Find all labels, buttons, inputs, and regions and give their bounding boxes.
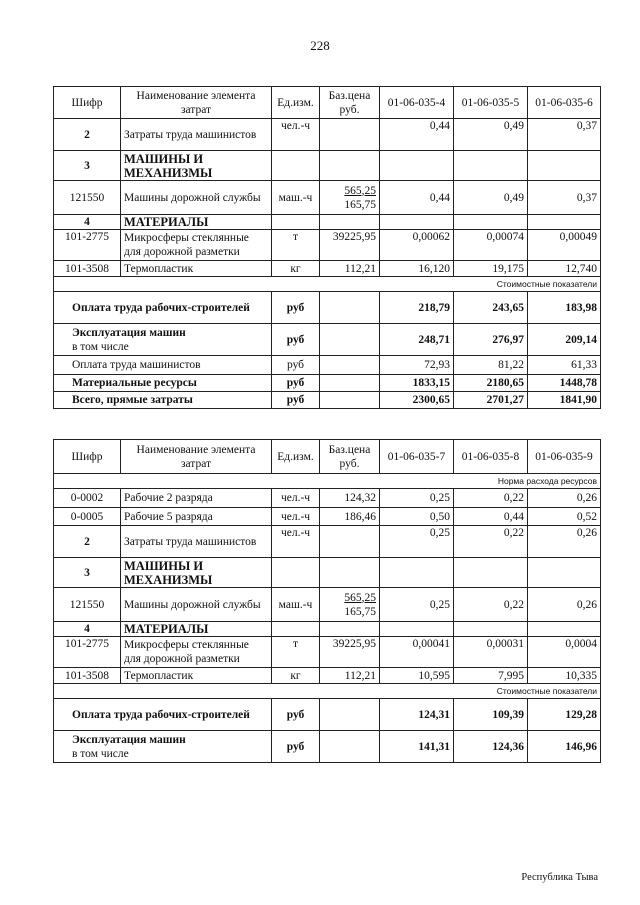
row-code: 101-2775 [54, 230, 121, 261]
total-value: 81,22 [454, 356, 528, 375]
row-value: 0,52 [528, 508, 601, 526]
table-row [54, 181, 601, 215]
row-name: Затраты труда машинистов [121, 526, 272, 558]
total-unit: руб [272, 392, 320, 409]
header-unit: Ед.изм. [272, 87, 320, 119]
header-column: 01-06-035-9 [528, 440, 601, 474]
norm-label: Норма расхода ресурсов [54, 474, 601, 489]
price-primary: 565,25 [344, 591, 376, 604]
section-code: 3 [54, 558, 121, 588]
row-unit: чел.-ч [272, 526, 320, 558]
section-title: МАТЕРИАЛЫ [121, 622, 272, 637]
section-title: МАШИНЫ И МЕХАНИЗМЫ [121, 151, 272, 181]
total-name: Эксплуатация машин в том числе [54, 731, 272, 763]
total-value: 72,93 [380, 356, 454, 375]
cost-separator-row [54, 684, 601, 699]
row-price [320, 181, 380, 215]
total-value: 1448,78 [528, 375, 601, 392]
row-name: Машины дорожной службы [121, 181, 272, 215]
row-price: 39225,95 [320, 230, 380, 261]
row-code: 101-2775 [54, 637, 121, 668]
total-name: Эксплуатация машин в том числе [54, 324, 272, 356]
row-unit: чел.-ч [272, 119, 320, 151]
row-value: 0,22 [454, 489, 528, 508]
total-row [54, 392, 601, 409]
total-value: 209,14 [528, 324, 601, 356]
section-row-materials [54, 622, 601, 637]
footer-region: Республика Тыва [521, 872, 598, 883]
price-primary: 565,25 [344, 184, 376, 197]
row-code: 101-3508 [54, 668, 121, 684]
cost-separator-row [54, 277, 601, 292]
cost-label: Стоимостные показатели [54, 277, 601, 292]
total-value: 141,31 [380, 731, 454, 763]
total-unit: руб [272, 375, 320, 392]
row-value: 0,25 [380, 489, 454, 508]
row-code: 0-0005 [54, 508, 121, 526]
row-code: 0-0002 [54, 489, 121, 508]
section-title: МАТЕРИАЛЫ [121, 215, 272, 230]
section-code: 3 [54, 151, 121, 181]
row-code: 121550 [54, 181, 121, 215]
price-secondary: 165,75 [344, 198, 376, 211]
row-value: 0,00031 [454, 637, 528, 668]
row-price: 124,32 [320, 489, 380, 508]
header-name: Наименование элемента затрат [121, 440, 272, 474]
total-unit: руб [272, 731, 320, 763]
total-name: Оплата труда рабочих-строителей [54, 292, 272, 324]
total-value: 124,36 [454, 731, 528, 763]
row-price: 39225,95 [320, 637, 380, 668]
row-value: 0,00049 [528, 230, 601, 261]
total-unit: руб [272, 356, 320, 375]
total-name: Оплата труда рабочих-строителей [54, 699, 272, 731]
row-name: Микросферы стеклянные для дорожной разметки [121, 637, 272, 668]
total-value: 2300,65 [380, 392, 454, 409]
row-name: Микросферы стеклянные для дорожной разметки [121, 230, 272, 261]
row-price: 186,46 [320, 508, 380, 526]
row-value: 0,25 [380, 526, 454, 558]
header-code: Шифр [54, 440, 121, 474]
page-number: 228 [310, 38, 330, 53]
row-value: 16,120 [380, 261, 454, 277]
section-row-machines [54, 151, 601, 181]
header-column: 01-06-035-4 [380, 87, 454, 119]
total-value: 109,39 [454, 699, 528, 731]
header-code: Шифр [54, 87, 121, 119]
total-row [54, 731, 601, 763]
row-unit: маш.-ч [272, 588, 320, 622]
row-value: 12,740 [528, 261, 601, 277]
total-value: 61,33 [528, 356, 601, 375]
row-value: 0,26 [528, 489, 601, 508]
total-row [54, 356, 601, 375]
row-price: 112,21 [320, 261, 380, 277]
row-value: 0,25 [380, 588, 454, 622]
cost-label: Стоимостные показатели [54, 684, 601, 699]
row-unit: чел.-ч [272, 508, 320, 526]
row-value: 0,49 [454, 119, 528, 151]
header-column: 01-06-035-8 [454, 440, 528, 474]
table-row [54, 489, 601, 508]
table-row [54, 668, 601, 684]
total-value: 1833,15 [380, 375, 454, 392]
row-name: Затраты труда машинистов [121, 119, 272, 151]
row-value: 0,50 [380, 508, 454, 526]
row-unit: маш.-ч [272, 181, 320, 215]
row-unit: кг [272, 668, 320, 684]
row-value: 0,22 [454, 526, 528, 558]
row-value: 10,595 [380, 668, 454, 684]
total-unit: руб [272, 292, 320, 324]
total-value: 146,96 [528, 731, 601, 763]
cost-table-2 [53, 439, 601, 763]
total-value: 276,97 [454, 324, 528, 356]
row-value: 0,00074 [454, 230, 528, 261]
row-name: Рабочие 5 разряда [121, 508, 272, 526]
section-row-machines [54, 558, 601, 588]
total-row [54, 324, 601, 356]
row-value: 0,37 [528, 181, 601, 215]
row-price [320, 526, 380, 558]
total-value: 218,79 [380, 292, 454, 324]
section-row-materials [54, 215, 601, 230]
table-header-row [54, 440, 601, 474]
total-value: 248,71 [380, 324, 454, 356]
row-value: 0,00062 [380, 230, 454, 261]
row-code: 2 [54, 119, 121, 151]
section-code: 4 [54, 215, 121, 230]
row-value: 10,335 [528, 668, 601, 684]
total-value: 2701,27 [454, 392, 528, 409]
row-unit: т [272, 230, 320, 261]
table-row [54, 230, 601, 261]
total-value: 129,28 [528, 699, 601, 731]
row-value: 0,22 [454, 588, 528, 622]
table-header-row [54, 87, 601, 119]
total-value: 1841,90 [528, 392, 601, 409]
row-unit: т [272, 637, 320, 668]
row-price: 112,21 [320, 668, 380, 684]
cost-table-1 [53, 86, 601, 409]
table-row [54, 588, 601, 622]
table-row [54, 119, 601, 151]
section-code: 4 [54, 622, 121, 637]
header-unit: Ед.изм. [272, 440, 320, 474]
row-value: 0,44 [380, 119, 454, 151]
total-name: Оплата труда машинистов [54, 356, 272, 375]
total-row [54, 292, 601, 324]
row-value: 0,26 [528, 588, 601, 622]
total-value: 243,65 [454, 292, 528, 324]
total-value: 183,98 [528, 292, 601, 324]
row-price [320, 588, 380, 622]
table-row [54, 526, 601, 558]
row-value: 7,995 [454, 668, 528, 684]
header-base-price: Баз.цена руб. [320, 440, 380, 474]
row-value: 19,175 [454, 261, 528, 277]
table-row [54, 508, 601, 526]
row-code: 2 [54, 526, 121, 558]
row-code: 121550 [54, 588, 121, 622]
header-column: 01-06-035-6 [528, 87, 601, 119]
total-unit: руб [272, 699, 320, 731]
total-value: 124,31 [380, 699, 454, 731]
row-value: 0,0004 [528, 637, 601, 668]
row-value: 0,49 [454, 181, 528, 215]
price-secondary: 165,75 [344, 605, 376, 618]
total-name: Всего, прямые затраты [54, 392, 272, 409]
row-name: Машины дорожной службы [121, 588, 272, 622]
row-value: 0,00041 [380, 637, 454, 668]
row-name: Термопластик [121, 261, 272, 277]
norm-separator-row [54, 474, 601, 489]
row-name: Рабочие 2 разряда [121, 489, 272, 508]
total-unit: руб [272, 324, 320, 356]
row-unit: чел.-ч [272, 489, 320, 508]
table-row [54, 261, 601, 277]
header-base-price: Баз.цена руб. [320, 87, 380, 119]
section-title: МАШИНЫ И МЕХАНИЗМЫ [121, 558, 272, 588]
row-value: 0,44 [454, 508, 528, 526]
row-unit: кг [272, 261, 320, 277]
total-row [54, 375, 601, 392]
total-name: Материальные ресурсы [54, 375, 272, 392]
row-value: 0,44 [380, 181, 454, 215]
row-code: 101-3508 [54, 261, 121, 277]
total-row [54, 699, 601, 731]
row-name: Термопластик [121, 668, 272, 684]
row-price [320, 119, 380, 151]
header-name: Наименование элемента затрат [121, 87, 272, 119]
row-value: 0,37 [528, 119, 601, 151]
row-value: 0,26 [528, 526, 601, 558]
table-row [54, 637, 601, 668]
total-value: 2180,65 [454, 375, 528, 392]
header-column: 01-06-035-7 [380, 440, 454, 474]
header-column: 01-06-035-5 [454, 87, 528, 119]
